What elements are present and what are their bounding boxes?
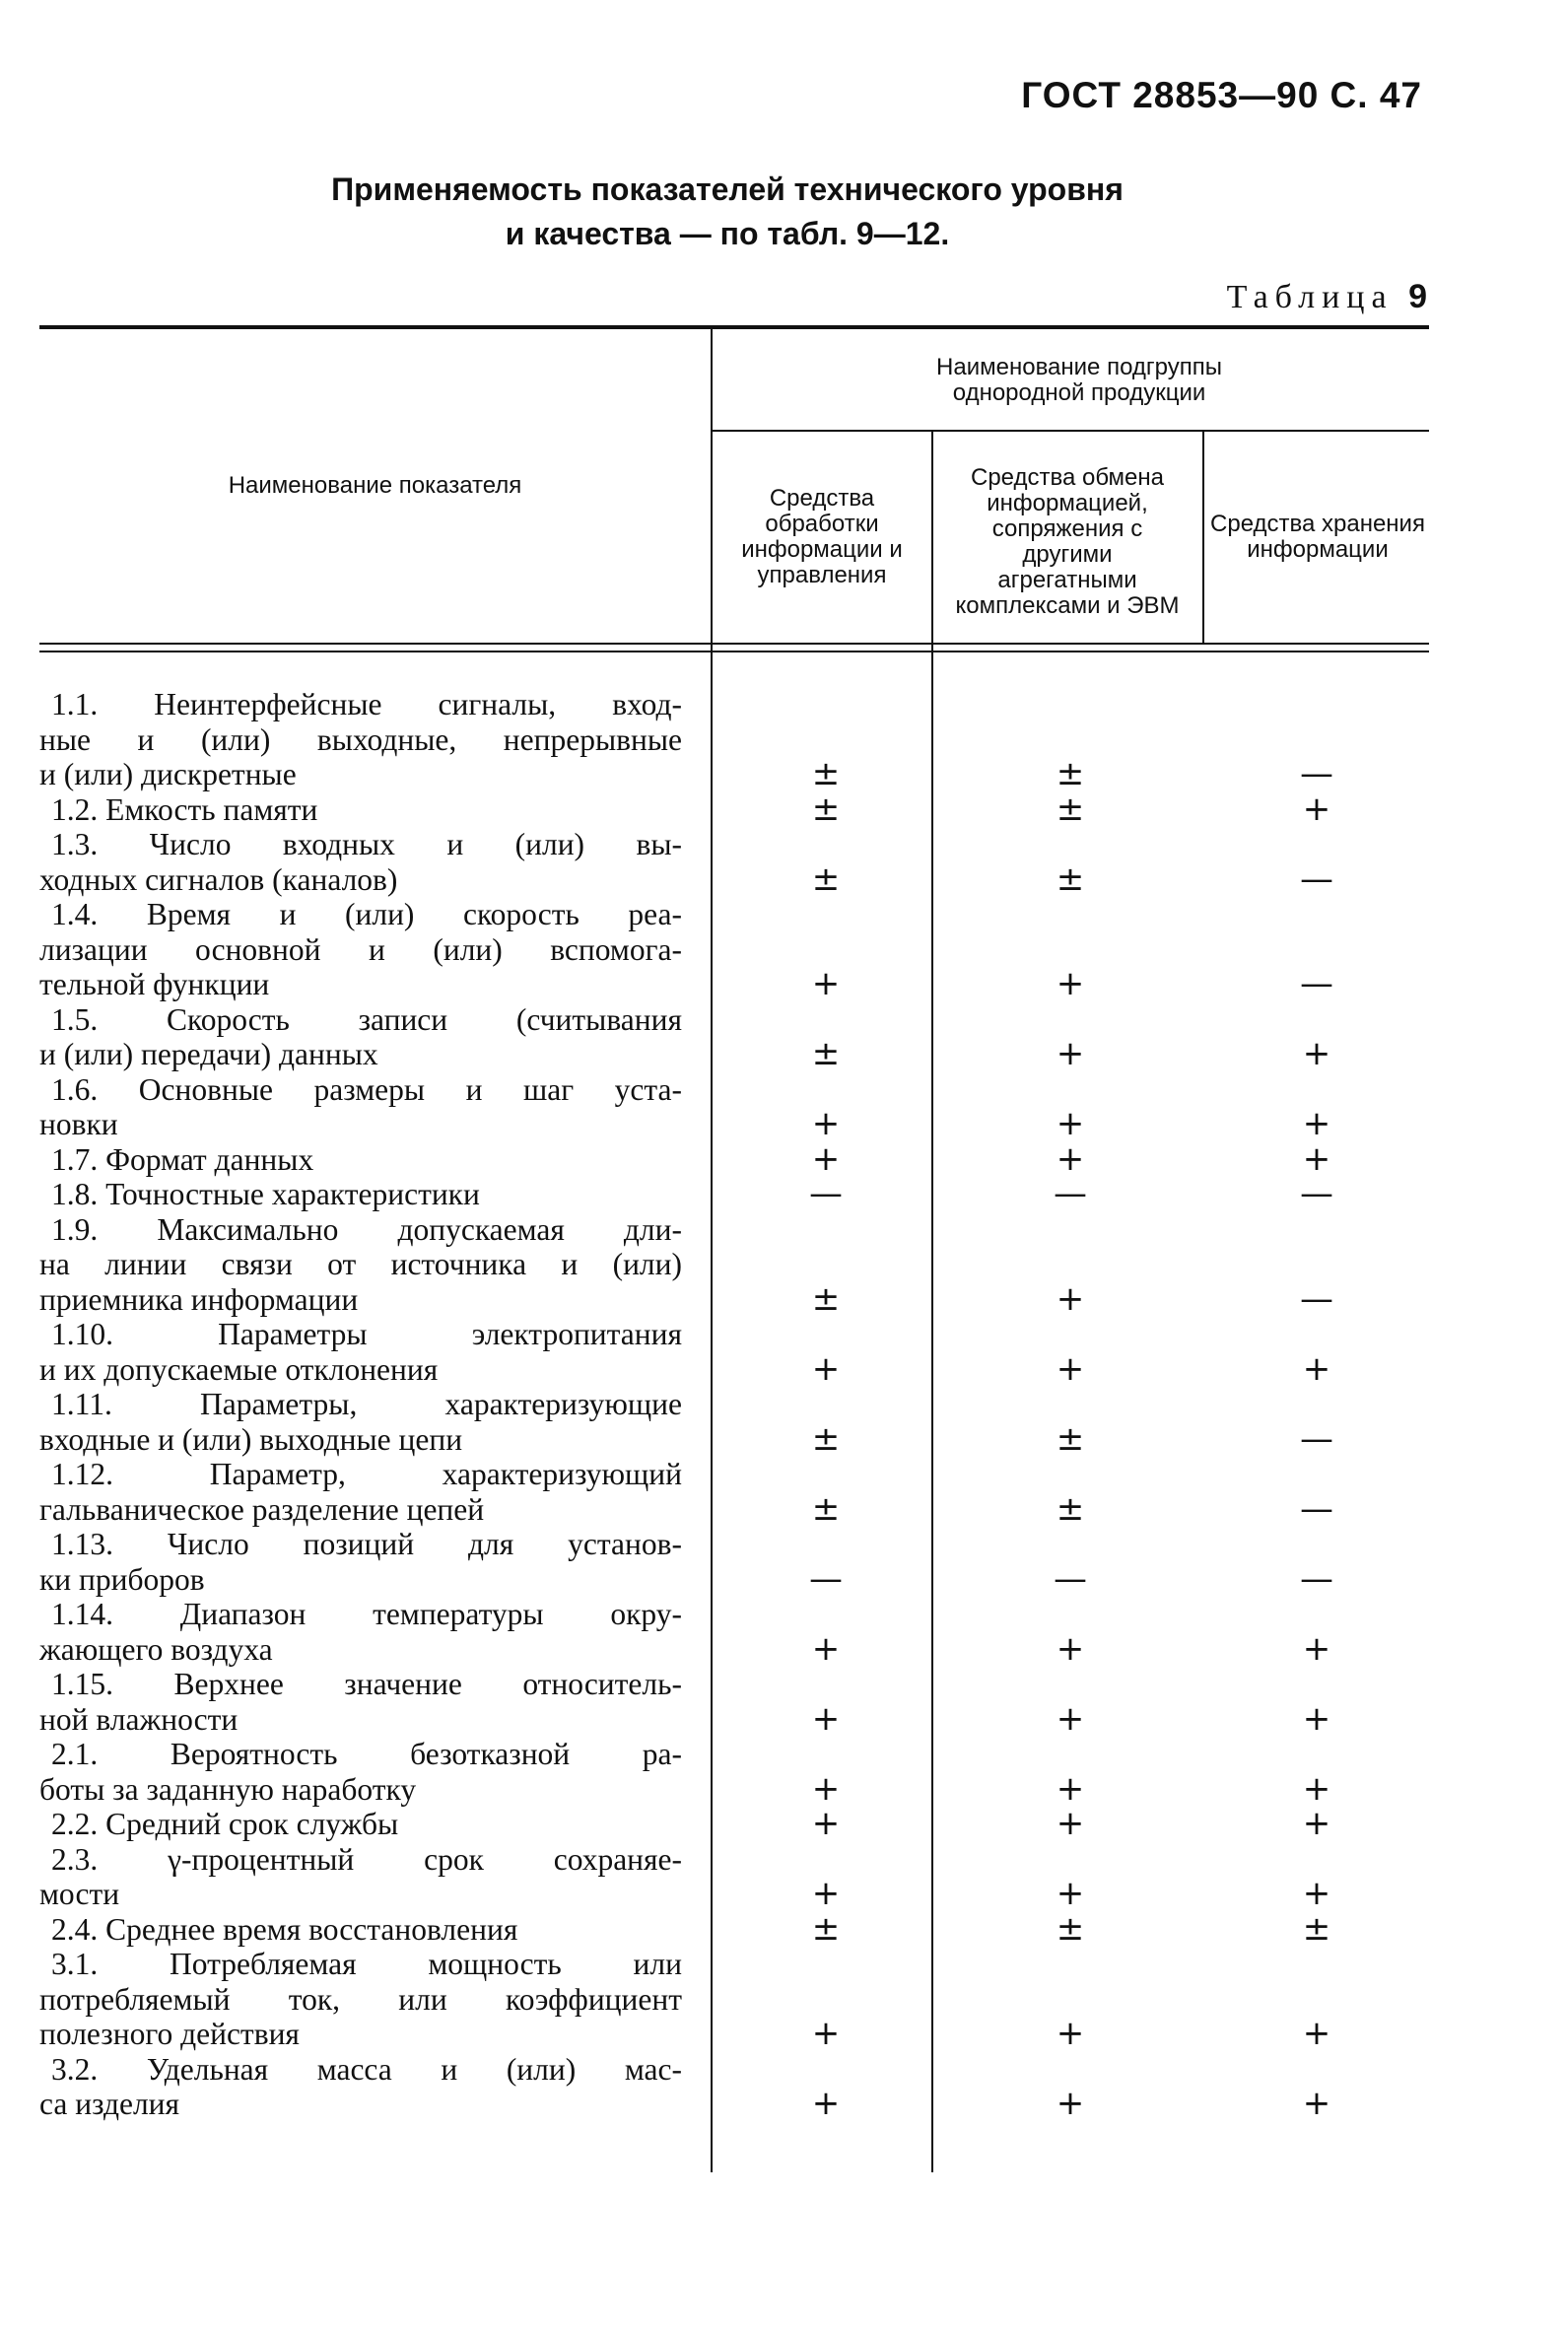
applicability-mark-col-2: + bbox=[1056, 1768, 1085, 1809]
indicator-name-line: 1.10. Параметры электропитания bbox=[51, 1317, 682, 1351]
header-bottom-rule-2 bbox=[39, 651, 1429, 652]
applicability-mark-col-1: + bbox=[811, 1698, 841, 1739]
applicability-mark-col-2: + bbox=[1056, 1138, 1085, 1179]
applicability-mark-col-1: ± bbox=[811, 858, 841, 899]
indicator-name bbox=[39, 1177, 682, 1212]
applicability-mark-col-1: + bbox=[811, 1768, 841, 1809]
table-row bbox=[39, 1804, 1429, 1843]
indicator-name-line: 2.1. Вероятность безотказной ра- bbox=[51, 1737, 682, 1771]
applicability-mark-col-3: + bbox=[1302, 1348, 1331, 1389]
indicator-name-line: потребляемый ток, или коэффициент bbox=[39, 1981, 682, 2017]
indicator-name-line: са изделия bbox=[39, 2087, 180, 2121]
table-row bbox=[39, 897, 1429, 1002]
indicator-name-line: и их допускаемые отклонения bbox=[39, 1351, 439, 1387]
applicability-mark-col-3: — bbox=[1300, 1418, 1333, 1459]
applicability-mark-col-2: + bbox=[1056, 1104, 1085, 1143]
applicability-mark-col-2: + bbox=[1056, 964, 1085, 1003]
applicability-mark-col-3: — bbox=[1300, 1278, 1333, 1319]
applicability-mark-col-3: — bbox=[1300, 1488, 1333, 1529]
applicability-mark-col-2: + bbox=[1056, 2014, 1085, 2053]
indicator-name-line: 1.3. Число входных и (или) вы- bbox=[51, 827, 682, 861]
table-row bbox=[39, 1002, 1429, 1072]
indicator-name bbox=[39, 1317, 682, 1387]
indicator-name bbox=[39, 687, 682, 792]
table-row bbox=[39, 789, 1429, 829]
applicability-mark-col-1: ± bbox=[811, 1278, 841, 1319]
applicability-mark-col-2: ± bbox=[1056, 789, 1085, 829]
applicability-mark-col-2: ± bbox=[1056, 1488, 1085, 1529]
indicator-name-line: 1.5. Скорость записи (считывания bbox=[51, 1001, 682, 1037]
indicator-name-line: тельной функции bbox=[39, 967, 270, 1001]
indicator-name-line: гальваническое разделение цепей bbox=[39, 1491, 485, 1527]
applicability-mark-col-2: — bbox=[1054, 1558, 1087, 1599]
applicability-mark-col-1: ± bbox=[811, 1908, 841, 1949]
table-row bbox=[39, 1842, 1429, 1912]
applicability-mark-col-2: ± bbox=[1056, 858, 1085, 899]
applicability-mark-col-1: + bbox=[811, 2014, 841, 2053]
indicator-name bbox=[39, 1387, 682, 1457]
indicator-name-line: на линии связи от источника и (или) bbox=[39, 1247, 682, 1281]
table-label-word: Таблица bbox=[1226, 279, 1394, 315]
table-row bbox=[39, 1597, 1429, 1667]
applicability-mark-col-3: + bbox=[1302, 2084, 1331, 2123]
indicator-name-line: 1.8. Точностные характеристики bbox=[51, 1177, 480, 1211]
applicability-mark-col-3: + bbox=[1302, 1698, 1331, 1739]
applicability-mark-col-3: + bbox=[1302, 2014, 1331, 2053]
indicator-name bbox=[39, 1142, 682, 1178]
applicability-mark-col-2: + bbox=[1056, 1874, 1085, 1913]
indicator-name bbox=[39, 1912, 682, 1948]
applicability-mark-col-3: + bbox=[1302, 789, 1331, 829]
table-row bbox=[39, 1667, 1429, 1737]
column-divider-3 bbox=[1202, 432, 1204, 643]
indicator-name bbox=[39, 2052, 682, 2122]
applicability-mark-col-1: + bbox=[811, 1804, 841, 1843]
header-bottom-rule-1 bbox=[39, 643, 1429, 645]
applicability-mark-col-1: + bbox=[811, 2084, 841, 2123]
applicability-mark-col-1: + bbox=[811, 1874, 841, 1913]
applicability-mark-col-3: — bbox=[1300, 1558, 1333, 1599]
applicability-mark-col-3: + bbox=[1302, 1768, 1331, 1809]
indicator-name-line: ной влажности bbox=[39, 1701, 239, 1737]
indicator-name-line: ки приборов bbox=[39, 1561, 205, 1597]
table-row bbox=[39, 827, 1429, 897]
header-col-exchange: Средства обмена информацией, сопряжения с другими агрегатными комплексами и ЭВМ bbox=[955, 464, 1180, 619]
table-row bbox=[39, 1387, 1429, 1457]
table-row bbox=[39, 1908, 1429, 1949]
table-row bbox=[39, 1212, 1429, 1318]
indicator-name bbox=[39, 1842, 682, 1912]
indicator-name-line: и (или) дискретные bbox=[39, 757, 297, 791]
applicability-mark-col-3: — bbox=[1300, 1174, 1333, 1213]
applicability-mark-col-3: ± bbox=[1302, 1908, 1331, 1949]
indicator-name bbox=[39, 897, 682, 1002]
applicability-mark-col-3: — bbox=[1300, 754, 1333, 793]
indicator-name-line: лизации основной и (или) вспомога- bbox=[39, 931, 682, 967]
indicator-name-line: 1.14. Диапазон температуры окру- bbox=[51, 1597, 682, 1631]
applicability-mark-col-1: ± bbox=[811, 754, 841, 793]
table-row bbox=[39, 1457, 1429, 1527]
applicability-mark-col-2: + bbox=[1056, 1034, 1085, 1073]
applicability-mark-col-2: + bbox=[1056, 2084, 1085, 2123]
applicability-mark-col-3: + bbox=[1302, 1628, 1331, 1669]
indicator-name bbox=[39, 1457, 682, 1527]
indicator-name-line: жающего воздуха bbox=[39, 1631, 273, 1667]
applicability-mark-col-3: + bbox=[1302, 1034, 1331, 1073]
header-col-storage: Средства хранения информации bbox=[1210, 511, 1425, 563]
applicability-mark-col-2: + bbox=[1056, 1348, 1085, 1389]
table-row bbox=[39, 1174, 1429, 1213]
applicability-mark-col-3: + bbox=[1302, 1104, 1331, 1143]
applicability-mark-col-1: — bbox=[809, 1558, 843, 1599]
applicability-mark-col-3: — bbox=[1300, 858, 1333, 899]
applicability-mark-col-2: + bbox=[1056, 1804, 1085, 1843]
applicability-mark-col-3: + bbox=[1302, 1138, 1331, 1179]
applicability-mark-col-3: + bbox=[1302, 1804, 1331, 1843]
indicator-name-line: ходных сигналов (каналов) bbox=[39, 861, 398, 897]
indicator-name-line: боты за заданную наработку bbox=[39, 1771, 417, 1807]
header-product-group: Наименование подгруппы однородной продукции bbox=[936, 354, 1222, 406]
applicability-mark-col-2: ± bbox=[1056, 1908, 1085, 1949]
indicator-name-line: 1.1. Неинтерфейсные сигналы, вход- bbox=[51, 687, 682, 721]
applicability-mark-col-2: ± bbox=[1056, 1418, 1085, 1459]
indicator-name-line: 1.11. Параметры, характеризующие bbox=[51, 1387, 682, 1421]
table-row bbox=[39, 1317, 1429, 1387]
applicability-mark-col-1: ± bbox=[811, 1034, 841, 1073]
indicator-name-line: 1.6. Основные размеры и шаг уста- bbox=[51, 1071, 682, 1107]
table-label bbox=[1227, 278, 1427, 316]
indicator-name bbox=[39, 1212, 682, 1318]
applicability-mark-col-2: + bbox=[1056, 1698, 1085, 1739]
indicator-name bbox=[39, 792, 682, 828]
section-title bbox=[0, 168, 1455, 256]
table-row bbox=[39, 687, 1429, 792]
indicator-name bbox=[39, 1737, 682, 1807]
applicability-mark-col-1: + bbox=[811, 1628, 841, 1669]
applicability-mark-col-3: — bbox=[1300, 964, 1333, 1003]
applicability-mark-col-1: — bbox=[809, 1174, 843, 1213]
indicator-name-line: мости bbox=[39, 1877, 120, 1911]
applicability-mark-col-1: + bbox=[811, 1348, 841, 1389]
indicator-name-line: 1.4. Время и (или) скорость реа- bbox=[51, 897, 682, 931]
section-title-line-2: и качества — по табл. 9—12. bbox=[505, 216, 950, 251]
table-row bbox=[39, 2052, 1429, 2122]
section-title-line-1: Применяемость показателей технического уровня bbox=[331, 171, 1124, 207]
indicator-name-line: 3.1. Потребляемая мощность или bbox=[51, 1947, 682, 1981]
indicator-name bbox=[39, 1597, 682, 1667]
indicator-name bbox=[39, 1527, 682, 1597]
indicator-name bbox=[39, 827, 682, 897]
indicator-name-line: 1.7. Формат данных bbox=[51, 1141, 314, 1177]
table-row bbox=[39, 1138, 1429, 1179]
indicator-name bbox=[39, 1072, 682, 1142]
indicator-name-line: 1.13. Число позиций для установ- bbox=[51, 1527, 682, 1561]
indicator-name-line: 1.15. Верхнее значение относитель- bbox=[51, 1667, 682, 1701]
indicator-name bbox=[39, 1807, 682, 1842]
applicability-mark-col-1: ± bbox=[811, 789, 841, 829]
indicator-name-line: приемника информации bbox=[39, 1281, 359, 1317]
indicator-name-line: 2.2. Средний срок службы bbox=[51, 1807, 399, 1841]
indicator-name bbox=[39, 1947, 682, 2052]
page-header-standard: ГОСТ 28853—90 С. 47 bbox=[1021, 75, 1422, 115]
applicability-mark-col-1: + bbox=[811, 964, 841, 1003]
indicator-name-line: 1.9. Максимально допускаемая дли- bbox=[51, 1211, 682, 1247]
table-row bbox=[39, 1072, 1429, 1142]
indicator-name-line: 1.12. Параметр, характеризующий bbox=[51, 1457, 682, 1491]
indicator-name-line: полезного действия bbox=[39, 2017, 300, 2051]
indicator-name-line: 1.2. Емкость памяти bbox=[51, 791, 318, 827]
table-row bbox=[39, 1737, 1429, 1807]
applicability-mark-col-1: + bbox=[811, 1138, 841, 1179]
applicability-mark-col-1: + bbox=[811, 1104, 841, 1143]
indicator-name-line: 2.3. γ-процентный срок сохраняе- bbox=[51, 1841, 682, 1877]
applicability-mark-col-3: + bbox=[1302, 1874, 1331, 1913]
table-row bbox=[39, 1527, 1429, 1597]
applicability-mark-col-2: — bbox=[1054, 1174, 1087, 1213]
indicator-name-line: новки bbox=[39, 1107, 118, 1141]
indicator-name-line: ные и (или) выходные, непрерывные bbox=[39, 721, 682, 757]
indicator-name-line: входные и (или) выходные цепи bbox=[39, 1421, 463, 1457]
indicator-name bbox=[39, 1002, 682, 1072]
table-row bbox=[39, 1947, 1429, 2052]
header-indicator-name: Наименование показателя bbox=[228, 472, 522, 499]
indicator-name-line: 2.4. Среднее время восстановления bbox=[51, 1911, 518, 1947]
applicability-mark-col-1: ± bbox=[811, 1488, 841, 1529]
header-col-processing: Средства обработки информации и управления bbox=[741, 485, 903, 588]
table-label-number: 9 bbox=[1408, 278, 1427, 315]
indicator-name-line: и (или) передачи) данных bbox=[39, 1037, 378, 1071]
indicator-name-line: 3.2. Удельная масса и (или) мас- bbox=[51, 2051, 682, 2087]
applicability-mark-col-2: + bbox=[1056, 1628, 1085, 1669]
indicator-name bbox=[39, 1667, 682, 1737]
applicability-mark-col-2: ± bbox=[1056, 754, 1085, 793]
applicability-mark-col-2: + bbox=[1056, 1278, 1085, 1319]
applicability-mark-col-1: ± bbox=[811, 1418, 841, 1459]
